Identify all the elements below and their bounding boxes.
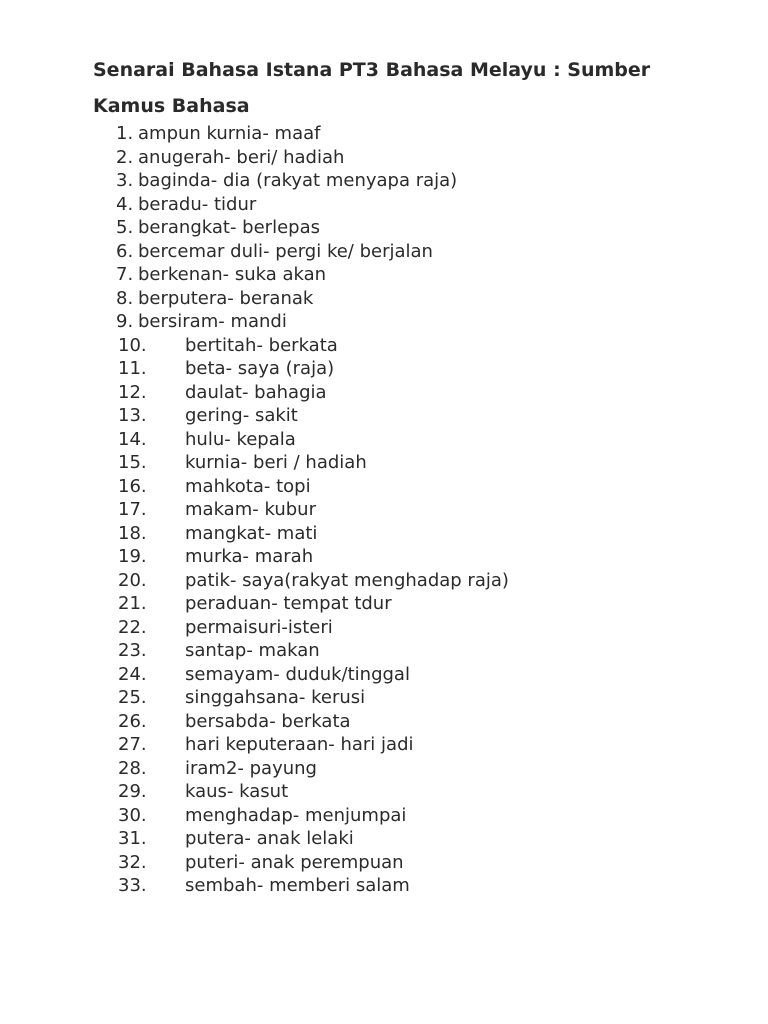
list-item-text: gering- sakit <box>185 405 298 426</box>
list-item-text: bertitah- berkata <box>185 334 338 356</box>
list-item-number: 4. <box>116 193 134 215</box>
list-item-number: 16. <box>118 475 147 497</box>
list-item-number: 31. <box>118 828 147 849</box>
list-item-text: hari keputeraan- hari jadi <box>185 734 414 755</box>
list-item-text: putera- anak lelaki <box>185 828 354 849</box>
list-item-number: 14. <box>118 428 147 450</box>
list-item-number: 3. <box>116 170 134 191</box>
list-item-text: berkenan- suka akan <box>138 264 327 285</box>
list-item-number: 2. <box>116 146 134 168</box>
list-item-text: permaisuri-isteri <box>185 616 333 638</box>
list-item-number: 33. <box>118 875 147 896</box>
list-item-number: 20. <box>118 569 147 591</box>
list-item-number: 30. <box>118 804 147 826</box>
list-item-text: bersabda- berkata <box>185 710 351 732</box>
list-item-number: 26. <box>118 710 147 732</box>
list-item-number: 8. <box>116 287 134 309</box>
list-item-number: 7. <box>116 264 134 285</box>
list-item-text: iram2- payung <box>185 757 317 779</box>
list-item-text: baginda- dia (rakyat menyapa raja) <box>138 170 458 191</box>
list-item-number: 6. <box>116 240 134 262</box>
list-item-text: patik- saya(rakyat menghadap raja) <box>185 569 509 591</box>
list-item-text: kaus- kasut <box>185 781 289 802</box>
list-item-text: berputera- beranak <box>138 287 314 309</box>
list-item-text: singgahsana- kerusi <box>185 687 366 708</box>
list-item-text: puteri- anak perempuan <box>185 851 404 873</box>
list-item-number: 13. <box>118 405 147 426</box>
list-item-number: 11. <box>118 358 147 379</box>
list-item-text: hulu- kepala <box>185 428 296 450</box>
list-item-text: daulat- bahagia <box>185 381 327 403</box>
list-item-number: 23. <box>118 640 147 661</box>
list-item-number: 32. <box>118 851 147 873</box>
list-item-number: 28. <box>118 757 147 779</box>
list-item-number: 19. <box>118 546 147 567</box>
list-item-text: mangkat- mati <box>185 522 318 544</box>
list-item-text: makam- kubur <box>185 499 316 520</box>
list-item-number: 1. <box>116 123 134 144</box>
list-item-text: kurnia- beri / hadiah <box>185 452 367 473</box>
list-item-text: semayam- duduk/tinggal <box>185 663 410 685</box>
list-item-text: berangkat- berlepas <box>138 217 320 238</box>
list-item-text: menghadap- menjumpai <box>185 804 407 826</box>
list-item-number: 17. <box>118 499 147 520</box>
list-item-number: 25. <box>118 687 147 708</box>
list-item-number: 27. <box>118 734 147 755</box>
list-item-text: mahkota- topi <box>185 475 311 497</box>
page-title: Senarai Bahasa Istana PT3 Bahasa Melayu : Sumber Kamus Bahasa <box>93 59 651 117</box>
list-item-number: 9. <box>116 311 134 332</box>
list-item-text: beta- saya (raja) <box>185 358 335 379</box>
list-item-text: beradu- tidur <box>138 193 257 215</box>
list-item-text: anugerah- beri/ hadiah <box>138 146 345 168</box>
list-item-number: 10. <box>118 334 147 356</box>
list-item-number: 21. <box>118 593 147 614</box>
list-item-number: 18. <box>118 522 147 544</box>
list-item-text: sembah- memberi salam <box>185 875 410 896</box>
list-item-number: 5. <box>116 217 134 238</box>
list-item-text: bercemar duli- pergi ke/ berjalan <box>138 240 433 262</box>
list-item-number: 22. <box>118 616 147 638</box>
list-item-text: ampun kurnia- maaf <box>138 123 321 144</box>
list-item-number: 12. <box>118 381 147 403</box>
list-item-number: 15. <box>118 452 147 473</box>
list-item-number: 24. <box>118 663 147 685</box>
list-item-number: 29. <box>118 781 147 802</box>
list-item-text: peraduan- tempat tdur <box>185 593 392 614</box>
list-item-text: santap- makan <box>185 640 320 661</box>
list-item-text: murka- marah <box>185 546 314 567</box>
list-item-text: bersiram- mandi <box>138 311 287 332</box>
